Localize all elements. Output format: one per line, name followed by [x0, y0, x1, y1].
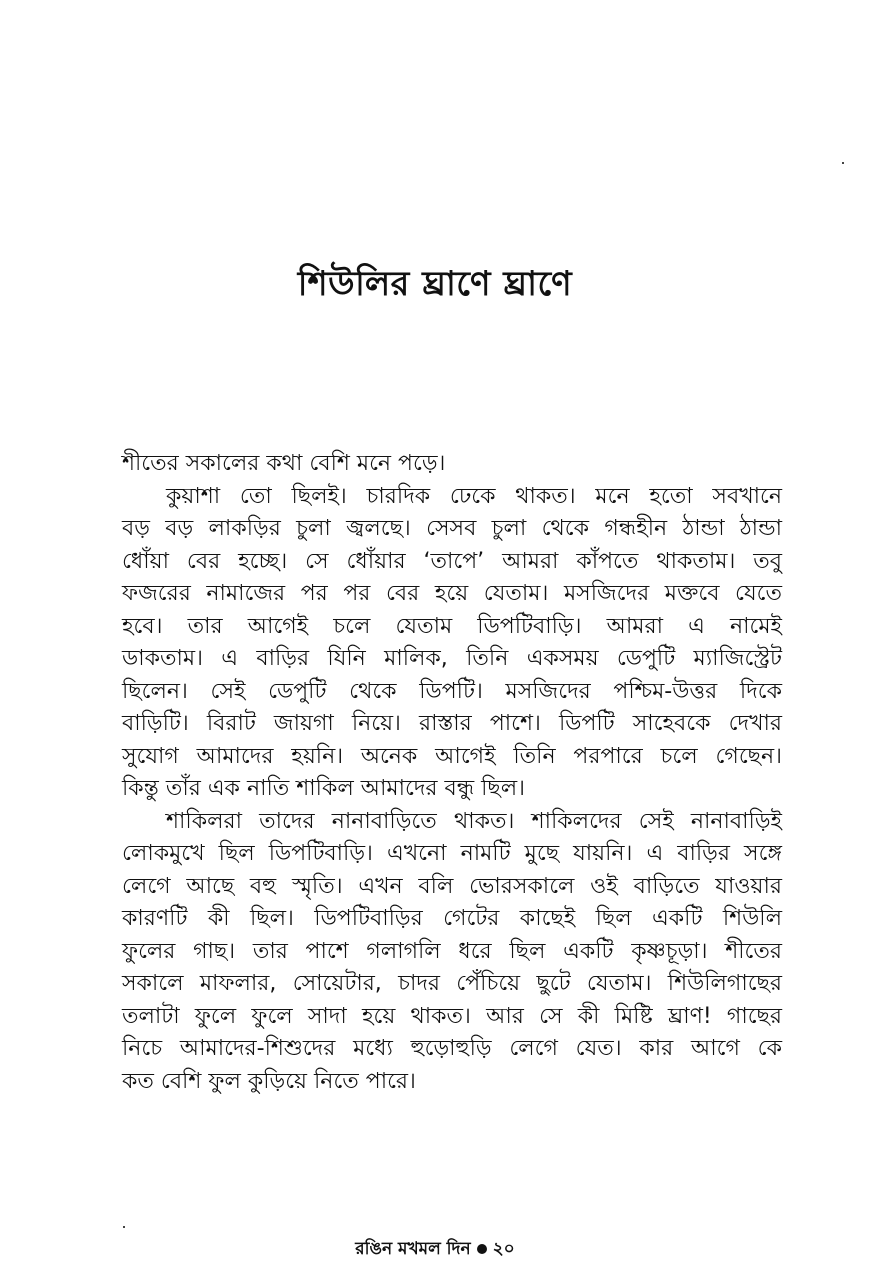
- chapter-body: [122, 448, 782, 1098]
- text-line: ছিলেন। সেই ডেপুটি থেকে ডিপটি। মসজিদের পশ্চিম-উত্তর দিকে: [122, 678, 782, 704]
- text-line: বড় বড় লাকড়ির চুলা জ্বলছে। সেসব চুলা থেকে গন্ধহীন ঠান্ডা ঠান্ডা: [122, 516, 782, 541]
- scan-speck: [123, 1226, 125, 1228]
- text-line: ধোঁয়া বের হচ্ছে। সে ধোঁয়ার ‘তাপে’ আমরা কাঁপতে থাকতাম। তবু: [122, 548, 782, 574]
- text-line: কিন্তু তাঁর এক নাতি শাকিল আমাদের বন্ধু ছিল।: [122, 776, 526, 801]
- text-line: সকালে মাফলার, সোয়েটার, চাদর পেঁচিয়ে ছুটে যেতাম। শিউলিগাছের: [122, 971, 782, 996]
- text-line: নিচে আমাদের-শিশুদের মধ্যে হুড়োহুড়ি লেগে যেত। কার আগে কে: [122, 1036, 782, 1061]
- text-line: হবে। তার আগেই চলে যেতাম ডিপটিবাড়ি। আমরা এ নামেই: [122, 613, 782, 639]
- text-line: লোকমুখে ছিল ডিপটিবাড়ি। এখনো নামটি মুছে যায়নি। এ বাড়ির সঙ্গে: [122, 841, 782, 866]
- text-line: ফজরের নামাজের পর পর বের হয়ে যেতাম। মসজিদের মক্তবে যেতে: [122, 581, 782, 606]
- page-footer: [0, 1236, 870, 1264]
- text-line: শীতের সকালের কথা বেশি মনে পড়ে।: [122, 451, 446, 476]
- scan-speck: [842, 162, 844, 164]
- text-line: তলাটা ফুলে ফুলে সাদা হয়ে থাকত। আর সে কী মিষ্টি ঘ্রাণ! গাছের: [122, 1003, 782, 1029]
- text-line: ডাকতাম। এ বাড়ির যিনি মালিক, তিনি একসময় ডেপুটি ম্যাজিস্ট্রেট: [122, 646, 782, 671]
- text-line: সুযোগ আমাদের হয়নি। অনেক আগেই তিনি পরপারে চলে গেছেন।: [122, 743, 782, 769]
- text-line: বাড়িটি। বিরাট জায়গা নিয়ে। রাস্তার পাশে। ডিপটি সাহেবকে দেখার: [122, 711, 782, 736]
- text-line: ফুলের গাছ। তার পাশে গলাগলি ধরে ছিল একটি কৃষ্ণচূড়া। শীতের: [122, 938, 782, 964]
- text-line: কারণটি কী ছিল। ডিপটিবাড়ির গেটের কাছেই ছিল একটি শিউলি: [122, 906, 782, 931]
- text-line: শাকিলরা তাদের নানাবাড়িতে থাকত। শাকিলদের সেই নানাবাড়িই: [166, 808, 782, 834]
- text-line: লেগে আছে বহু স্মৃতি। এখন বলি ভোরসকালে ওই বাড়িতে যাওয়ার: [122, 873, 782, 899]
- footer-book-title: রঙিন মখমল দিন: [355, 1239, 471, 1259]
- text-line: কত বেশি ফুল কুড়িয়ে নিতে পারে।: [122, 1068, 416, 1094]
- page-number: ২০: [492, 1239, 515, 1259]
- text-line: কুয়াশা তো ছিলই। চারদিক ঢেকে থাকত। মনে হতো সবখানে: [166, 483, 782, 509]
- chapter-title: শিউলির ঘ্রাণে ঘ্রাণে: [297, 264, 573, 304]
- bullet-dot-icon: [477, 1244, 487, 1254]
